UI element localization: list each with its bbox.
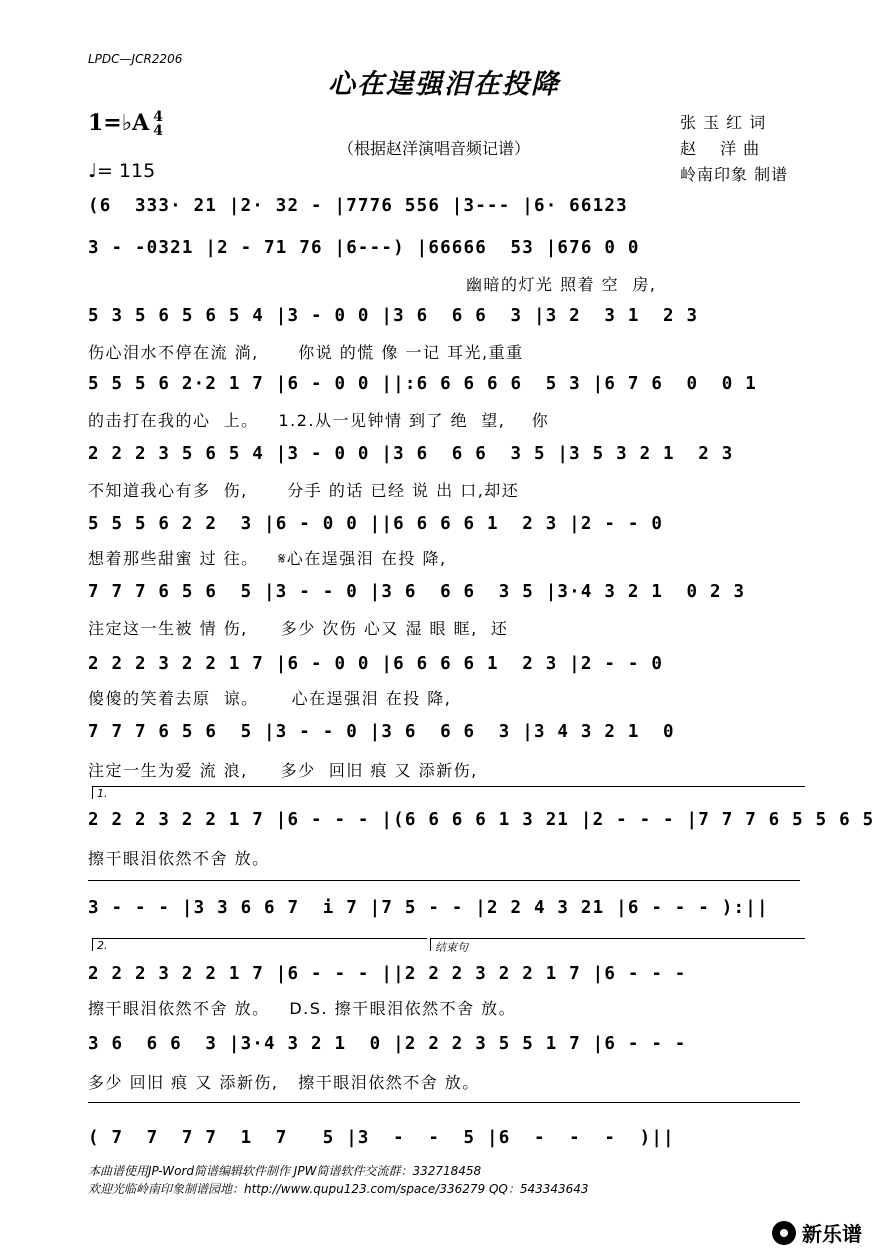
tempo-mark: ♩= 115	[88, 160, 156, 182]
score-row	[88, 514, 806, 570]
score-row	[88, 1034, 806, 1090]
notes-line: 3 - - - |3 3 6 6 7 i 7 |7 5 - - |2 2 4 3 21 |6 - - - ):||	[88, 898, 769, 918]
note-source: （根据赵洋演唱音频记谱）	[338, 139, 531, 158]
lyrics-line: 伤心泪水不停在流 淌, 你说 的慌 像 一记 耳光,重重	[88, 343, 524, 362]
song-title: 心在逞强泪在投降	[328, 69, 560, 100]
key-label: 1=♭A	[88, 110, 150, 136]
lyricist-credit: 张 玉 红 词	[680, 113, 767, 132]
score-row	[88, 196, 806, 236]
lyrics-line: 擦干眼泪依然不舍 放。 D.S. 擦干眼泪依然不舍 放。	[88, 999, 517, 1018]
notes-line: 3 6 6 6 3 |3·4 3 2 1 0 |2 2 2 3 5 5 1 7 |6 - - -	[88, 1034, 699, 1054]
time-sig-top: 4	[153, 109, 163, 125]
footer-site-note: 欢迎光临岭南印象制谱园地：http://www.qupu123.com/space/336279 QQ：543343643	[88, 1182, 589, 1196]
score-row	[88, 810, 887, 868]
lyrics-line: 注定一生为爱 流 浪, 多少 回旧 痕 又 添新伤,	[88, 761, 478, 780]
score-row	[88, 582, 806, 638]
key-signature	[88, 110, 163, 138]
lyrics-line: 注定这一生被 情 伤, 多少 次伤 心又 湿 眼 眶, 还	[88, 619, 509, 638]
score-row	[88, 238, 806, 294]
score-row	[88, 722, 806, 778]
notes-line: 2 2 2 3 2 2 1 7 |6 - - - ||2 2 2 3 2 2 1 7 |6 - - -	[88, 964, 699, 984]
notes-line: 2 2 2 3 2 2 1 7 |6 - - - |(6 6 6 6 1 3 21 |2 - - - |7 7 7 6 5 5 6 5	[88, 810, 887, 830]
lyrics-line: 傻傻的笑着去原 谅。 心在逞强泪 在投 降,	[88, 689, 452, 708]
logo-text: 新乐谱	[802, 1222, 862, 1246]
notes-line: 7 7 7 6 5 6 5 |3 - - 0 |3 6 6 6 3 |3 4 3 2 1 0	[88, 722, 687, 742]
lyrics-line: 不知道我心有多 伤, 分手 的话 已经 说 出 口,却还	[88, 481, 520, 500]
volta-second: 2.	[92, 938, 427, 951]
score-code: LPDC—JCR2206	[88, 52, 183, 66]
time-sig-bottom: 4	[153, 123, 163, 139]
notes-line: (6 333· 21 |2· 32 - |7776 556 |3--- |6· 66123	[88, 196, 640, 216]
notes-line: 2 2 2 3 5 6 5 4 |3 - 0 0 |3 6 6 6 3 5 |3 5 3 2 1 2 3	[88, 444, 746, 464]
lyrics-line: 擦干眼泪依然不舍 放。	[88, 849, 270, 868]
composer-credit: 赵 洋 曲	[680, 139, 761, 158]
notes-line: 3 - -0321 |2 - 71 76 |6---) |66666 53 |676 0 0	[88, 238, 652, 258]
record-icon	[772, 1221, 796, 1245]
site-logo	[772, 1218, 862, 1247]
lyrics-line: 多少 回旧 痕 又 添新伤, 擦干眼泪依然不舍 放。	[88, 1073, 480, 1092]
ending-phrase-label: 结束句	[430, 938, 805, 951]
lyrics-line: 的击打在我的心 上。 1.2.从一见钟情 到了 绝 望, 你	[88, 411, 550, 430]
score-row	[88, 654, 806, 710]
notes-line: ( 7 7 7 7 1 7 5 |3 - - 5 |6 - - - )||	[88, 1128, 675, 1148]
lyrics-line: 想着那些甜蜜 过 往。 𝄋心在逞强泪 在投 降,	[88, 549, 447, 568]
score-row	[88, 1128, 806, 1158]
divider	[88, 880, 800, 881]
arranger-credit: 岭南印象 制谱	[680, 165, 789, 184]
notes-line: 2 2 2 3 2 2 1 7 |6 - 0 0 |6 6 6 6 1 2 3 |2 - - 0	[88, 654, 675, 674]
time-signature	[153, 110, 163, 138]
score-row	[88, 306, 806, 362]
notes-line: 5 5 5 6 2·2 1 7 |6 - 0 0 ||:6 6 6 6 6 5 3 |6 7 6 0 0 1	[88, 374, 769, 394]
footer-software-note: 本曲谱使用JP-Word简谱编辑软件制作 JPW简谱软件交流群：332718458	[88, 1164, 482, 1178]
score-row	[88, 374, 806, 430]
score-row	[88, 444, 806, 500]
score-row	[88, 898, 806, 934]
score-row	[88, 964, 806, 1020]
divider	[88, 1102, 800, 1103]
lyrics-line: 幽暗的灯光 照着 空 房,	[466, 275, 657, 294]
notes-line: 5 5 5 6 2 2 3 |6 - 0 0 ||6 6 6 6 1 2 3 |2 - - 0	[88, 514, 675, 534]
notes-line: 5 3 5 6 5 6 5 4 |3 - 0 0 |3 6 6 6 3 |3 2 3 1 2 3	[88, 306, 711, 326]
volta-first: 1.	[92, 786, 805, 799]
notes-line: 7 7 7 6 5 6 5 |3 - - 0 |3 6 6 6 3 5 |3·4 3 2 1 0 2 3	[88, 582, 757, 602]
